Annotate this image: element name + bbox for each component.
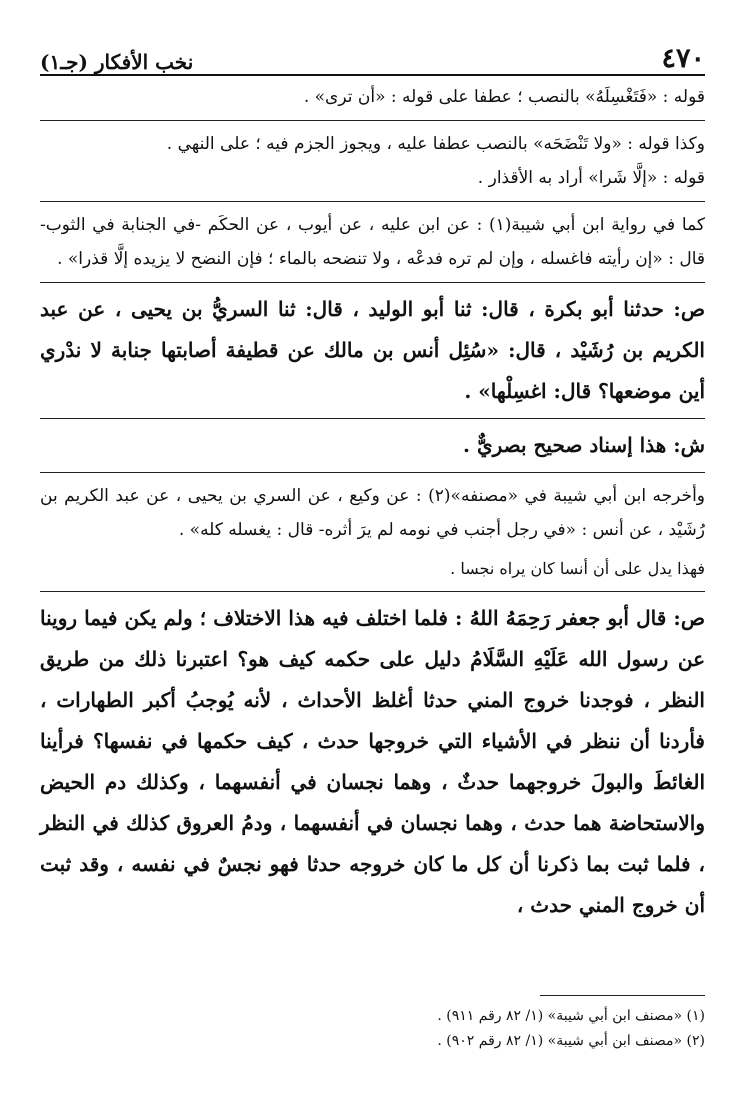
page-header [40, 40, 705, 76]
paragraph-commentary-1: قوله : «فَتَغْسِلَهُ» بالنصب ؛ عطفا على قوله : «أن ترى» . [303, 87, 705, 107]
paragraph-commentary-4: كما في رواية ابن أبي شيبة(١) : عن ابن عليه ، عن أيوب ، عن الحكَم -في الجنابة في الثوب- قال : «إن رأيته فاغسله ، وإن لم تره فدعْه ، ولا تنضحه بالماء ؛ فإن النضح لا يزيده إلَّا قذرا» . [40, 215, 705, 269]
paragraph-takhrij: وأخرجه ابن أبي شيبة في «مصنفه»(٢) : عن وكيع ، عن السري بن يحيى ، عن عبد الكريم بن رُشَيْد ، عن أنس : «في رجل أجنب في نومه لم يرَ أثره- قال : يغسله كله» . [40, 486, 705, 540]
page-number: ٤٧٠ [661, 43, 705, 74]
divider [40, 591, 705, 592]
paragraph-sharh: ش: هذا إسناد صحيح بصريٌّ . [463, 433, 705, 457]
paragraph-text-tahawi: ص: قال أبو جعفر رَحِمَهُ اللهُ : فلما اختلف فيه هذا الاختلاف ؛ ولم يكن فيما روينا عن رسول الله عَلَيْهِ السَّلَامُ دليل على حكمه كيف هو؟ اعتبرنا ذلك من طريق النظر ، فوجدنا خروج المني حدثا أغلظ الأحداث ، لأنه يُوجبُ أكبر الطهارات ، فأردنا أن ننظر في الأشياء التي خروجها حدث ، كيف حكمها في نفسها؟ فرأينا الغائطَ والبولَ خروجهما حدثٌ ، وهما نجسان في أنفسهما ، وكذلك دم الحيض والاستحاضة هما حدث ، وهما نجسان في أنفسهما ، ودمُ العروق كذلك في النظر ، فلما ثبت بما ذكرنا أن كل ما كان خروجه حدثا فهو نجسٌ في نفسه ، وقد ثبت أن خروج المني حدث ، [40, 606, 706, 917]
page-body [40, 80, 705, 926]
paragraph-commentary-2: وكذا قوله : «ولا تَنْضَحَه» بالنصب عطفا عليه ، ويجوز الجزم فيه ؛ على النهي . [166, 134, 705, 154]
footnotes [40, 995, 705, 1054]
divider [40, 418, 705, 419]
paragraph-commentary-3: قوله : «إلَّا شَرا» أراد به الأقذار . [477, 168, 705, 188]
divider [40, 120, 705, 121]
footnote-1: (١) «مصنف ابن أبي شيبة» (١/ ٨٢ رقم ٩١١) . [437, 1008, 705, 1024]
page [40, 40, 705, 926]
divider [40, 282, 705, 283]
running-title: نخب الأفكار (جـ١) [40, 50, 194, 74]
divider [40, 472, 705, 473]
footnote-2: (٢) «مصنف ابن أبي شيبة» (١/ ٨٢ رقم ٩٠٢) . [437, 1033, 705, 1049]
paragraph-text-hadith: ص: حدثنا أبو بكرة ، قال: ثنا أبو الوليد ، قال: ثنا السريُّ بن يحيى ، عن عبد الكريم بن رُشَيْد ، قال: «سُئِل أنس بن مالك عن قطيفة أصابتها جنابة لا ندْري أين موضعها؟ قال: اغسِلْها» . [40, 297, 705, 403]
divider [40, 201, 705, 202]
footnote-rule [540, 995, 705, 996]
paragraph-conclusion: فهذا يدل على أن أنسا كان يراه نجسا . [450, 559, 705, 578]
